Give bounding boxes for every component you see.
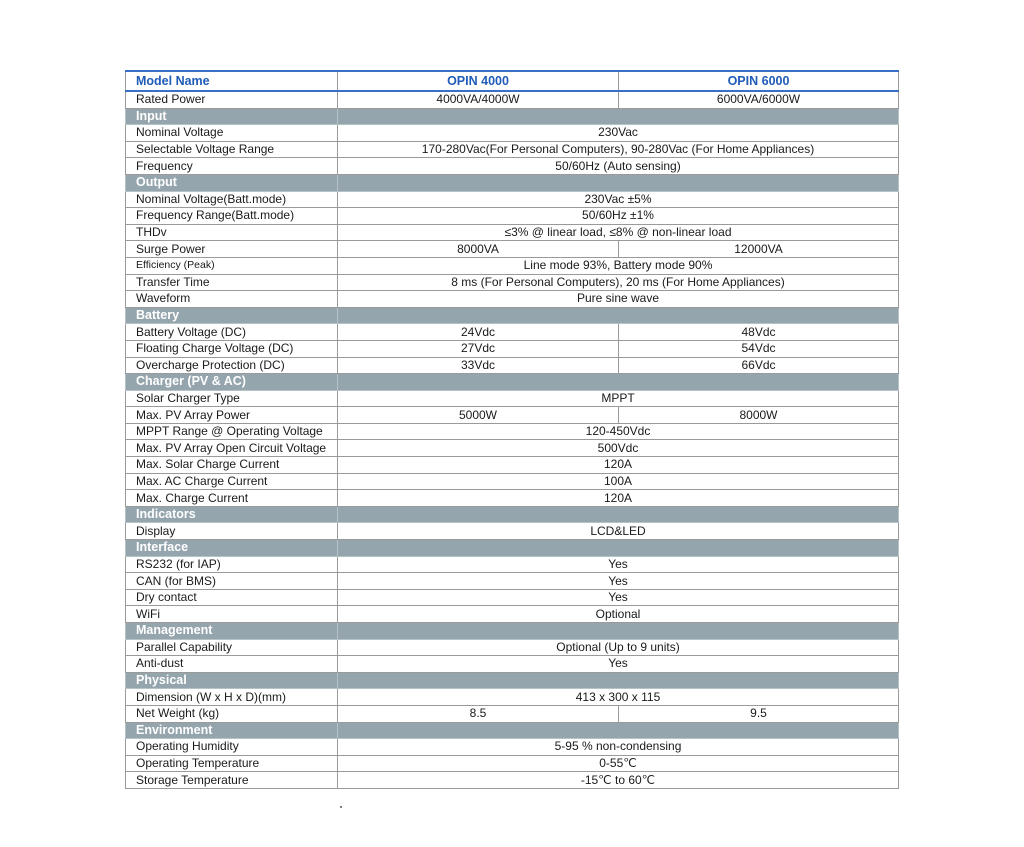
row-label: Max. Solar Charge Current [126,457,338,474]
table-row [126,191,899,208]
row-value-opin-4000: 5000W [338,407,619,424]
row-value-shared: 120A [338,490,899,507]
row-label: Frequency [126,158,338,175]
row-value-shared: Pure sine wave [338,291,899,308]
row-label: Nominal Voltage(Batt.mode) [126,191,338,208]
row-value-shared: -15℃ to 60℃ [338,772,899,789]
table-row [126,357,899,374]
table-row [126,390,899,407]
row-label: THDv [126,224,338,241]
row-value-opin-4000: 33Vdc [338,357,619,374]
section-filler [338,374,899,391]
table-row [126,705,899,722]
row-label: Overcharge Protection (DC) [126,357,338,374]
row-value-opin-4000: 27Vdc [338,340,619,357]
section-filler [338,672,899,689]
row-label: Operating Temperature [126,755,338,772]
table-row [126,473,899,490]
row-label: Operating Humidity [126,739,338,756]
table-row [126,589,899,606]
section-header-row [126,174,899,191]
section-header-row [126,374,899,391]
header-opin-4000: OPIN 4000 [338,71,619,91]
row-value-shared: 5-95 % non-condensing [338,739,899,756]
row-label: Net Weight (kg) [126,705,338,722]
table-row [126,125,899,142]
section-filler [338,174,899,191]
section-title: Charger (PV & AC) [126,374,338,391]
row-label: Dimension (W x H x D)(mm) [126,689,338,706]
section-title: Input [126,108,338,125]
table-row [126,689,899,706]
table-row [126,324,899,341]
section-header-row [126,540,899,557]
section-filler [338,108,899,125]
table-row [126,523,899,540]
section-header-row [126,623,899,640]
row-label: Dry contact [126,589,338,606]
section-filler [338,307,899,324]
table-row [126,639,899,656]
row-value-shared: Optional [338,606,899,623]
table-row [126,755,899,772]
table-row [126,573,899,590]
row-value-shared: LCD&LED [338,523,899,540]
section-title: Output [126,174,338,191]
row-value-shared: MPPT [338,390,899,407]
row-value-shared: Yes [338,589,899,606]
row-label: Selectable Voltage Range [126,141,338,158]
table-row [126,656,899,673]
row-label: Efficiency (Peak) [126,257,338,274]
table-row [126,440,899,457]
row-label: Surge Power [126,241,338,258]
table-row [126,772,899,789]
row-label: Waveform [126,291,338,308]
header-model-name: Model Name [126,71,338,91]
row-value-opin-6000: 66Vdc [619,357,899,374]
table-row [126,208,899,225]
section-header-row [126,108,899,125]
row-value-shared: 100A [338,473,899,490]
table-row [126,291,899,308]
table-row [126,158,899,175]
table-row [126,241,899,258]
row-label: Transfer Time [126,274,338,291]
table-row [126,224,899,241]
row-value-opin-6000: 9.5 [619,705,899,722]
row-value-shared: 8 ms (For Personal Computers), 20 ms (For Home Appliances) [338,274,899,291]
row-label: Anti-dust [126,656,338,673]
row-label: Max. PV Array Open Circuit Voltage [126,440,338,457]
row-value-opin-6000: 54Vdc [619,340,899,357]
row-value-shared: 120A [338,457,899,474]
row-value-shared: Yes [338,556,899,573]
table-row [126,340,899,357]
row-label: WiFi [126,606,338,623]
table-row [126,423,899,440]
row-value-shared: 170-280Vac(For Personal Computers), 90-280Vac (For Home Appliances) [338,141,899,158]
section-title: Battery [126,307,338,324]
spec-table-body [126,71,899,788]
row-label: CAN (for BMS) [126,573,338,590]
row-value-shared: 500Vdc [338,440,899,457]
table-row [126,91,899,108]
section-title: Environment [126,722,338,739]
section-title: Interface [126,540,338,557]
row-label: MPPT Range @ Operating Voltage [126,423,338,440]
section-title: Management [126,623,338,640]
row-value-opin-4000: 24Vdc [338,324,619,341]
row-value-shared: Line mode 93%, Battery mode 90% [338,257,899,274]
row-label: Max. Charge Current [126,490,338,507]
table-row [126,141,899,158]
row-value-shared: 0-55℃ [338,755,899,772]
row-label: Battery Voltage (DC) [126,324,338,341]
row-value-opin-6000: 8000W [619,407,899,424]
row-value-shared: 413 x 300 x 115 [338,689,899,706]
table-header-row [126,71,899,91]
row-label: Parallel Capability [126,639,338,656]
stray-dot-mark [340,806,342,808]
row-value-opin-6000: 6000VA/6000W [619,91,899,108]
row-label: Rated Power [126,91,338,108]
row-label: RS232 (for IAP) [126,556,338,573]
section-title: Indicators [126,506,338,523]
row-value-shared: Yes [338,573,899,590]
row-value-opin-4000: 4000VA/4000W [338,91,619,108]
row-label: Solar Charger Type [126,390,338,407]
row-value-shared: 230Vac [338,125,899,142]
spec-table [125,70,899,789]
header-opin-6000: OPIN 6000 [619,71,899,91]
section-header-row [126,672,899,689]
table-row [126,490,899,507]
row-label: Max. PV Array Power [126,407,338,424]
row-value-opin-6000: 12000VA [619,241,899,258]
section-title: Physical [126,672,338,689]
section-header-row [126,307,899,324]
row-label: Max. AC Charge Current [126,473,338,490]
section-header-row [126,506,899,523]
table-row [126,274,899,291]
table-row [126,457,899,474]
section-header-row [126,722,899,739]
section-filler [338,722,899,739]
row-label: Storage Temperature [126,772,338,789]
row-label: Display [126,523,338,540]
row-label: Frequency Range(Batt.mode) [126,208,338,225]
row-label: Nominal Voltage [126,125,338,142]
row-value-opin-6000: 48Vdc [619,324,899,341]
row-label: Floating Charge Voltage (DC) [126,340,338,357]
section-filler [338,540,899,557]
table-row [126,407,899,424]
row-value-shared: Optional (Up to 9 units) [338,639,899,656]
row-value-shared: Yes [338,656,899,673]
table-row [126,556,899,573]
row-value-shared: ≤3% @ linear load, ≤8% @ non-linear load [338,224,899,241]
row-value-shared: 230Vac ±5% [338,191,899,208]
table-row [126,739,899,756]
section-filler [338,506,899,523]
row-value-shared: 120-450Vdc [338,423,899,440]
row-value-shared: 50/60Hz ±1% [338,208,899,225]
table-row [126,606,899,623]
row-value-opin-4000: 8000VA [338,241,619,258]
section-filler [338,623,899,640]
row-value-shared: 50/60Hz (Auto sensing) [338,158,899,175]
table-row [126,257,899,274]
row-value-opin-4000: 8.5 [338,705,619,722]
